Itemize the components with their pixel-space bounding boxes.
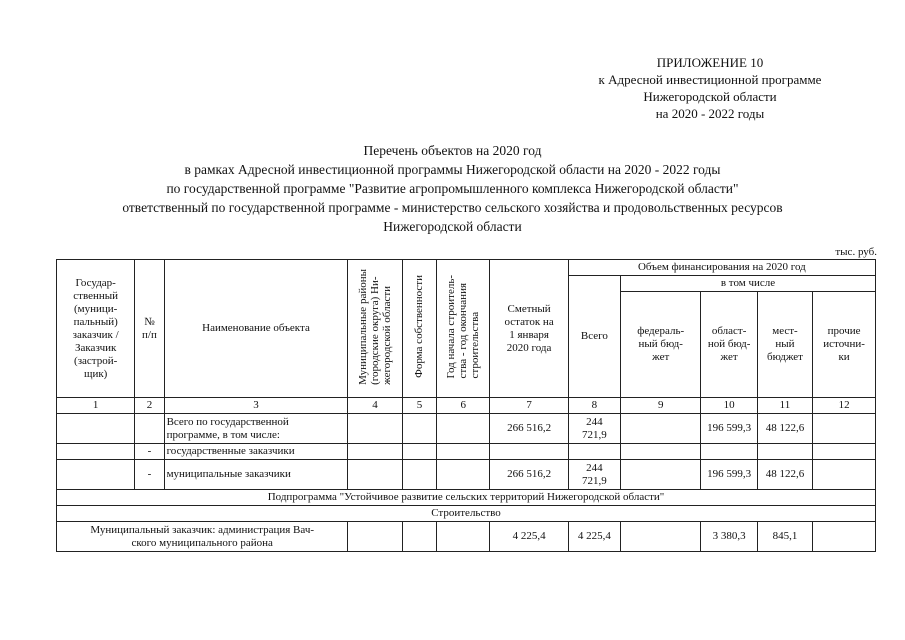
row-years-cell xyxy=(437,414,490,444)
row-years-cell xyxy=(437,444,490,460)
appendix-line-3: Нижегородской области xyxy=(643,89,777,104)
row-name-cell: государственные заказчики xyxy=(164,444,348,460)
table-row xyxy=(57,522,876,552)
header-estimate: Сметный остаток на 1 января 2020 года xyxy=(490,260,568,398)
row-other-cell xyxy=(813,414,876,444)
header-including: в том числе xyxy=(620,276,875,292)
title-line-3: по государственной программе "Развитие агропромышленного комплекса Нижегородской области" xyxy=(166,181,739,196)
row-local-cell: 48 122,6 xyxy=(757,414,812,444)
row-years-cell xyxy=(437,522,490,552)
objects-table xyxy=(56,259,876,552)
row-ownership-cell xyxy=(402,460,436,490)
header-regional: област- ной бюд- жет xyxy=(701,292,757,398)
row-regional-cell: 3 380,3 xyxy=(701,522,757,552)
row-ownership-cell xyxy=(402,444,436,460)
row-districts-cell xyxy=(348,444,402,460)
col-number: 5 xyxy=(402,398,436,414)
row-num-cell: - xyxy=(135,460,164,490)
row-other-cell xyxy=(813,522,876,552)
row-ownership-cell xyxy=(402,522,436,552)
col-number: 1 xyxy=(57,398,135,414)
row-customer-cell xyxy=(57,414,135,444)
row-districts-cell xyxy=(348,414,402,444)
title-line-4: ответственный по государственной программе - министерство сельского хозяйства и продовольственных ресурсов xyxy=(122,200,783,215)
row-districts-cell xyxy=(348,522,402,552)
col-number: 4 xyxy=(348,398,402,414)
col-number: 11 xyxy=(757,398,812,414)
header-other: прочие источни- ки xyxy=(813,292,876,398)
row-federal-cell xyxy=(620,414,700,444)
section-row: Строительство xyxy=(57,506,876,522)
row-num-cell xyxy=(135,414,164,444)
appendix-line-2: к Адресной инвестиционной программе xyxy=(598,72,822,87)
row-ownership-cell xyxy=(402,414,436,444)
subprogram-row: Подпрограмма "Устойчивое развитие сельских территорий Нижегородской области" xyxy=(57,490,876,506)
row-years-cell xyxy=(437,460,490,490)
row-total-cell xyxy=(568,444,620,460)
col-number: 8 xyxy=(568,398,620,414)
col-number: 12 xyxy=(813,398,876,414)
row-regional-cell xyxy=(701,444,757,460)
header-total: Всего xyxy=(568,276,620,398)
row-regional-cell: 196 599,3 xyxy=(701,414,757,444)
row-total-cell: 4 225,4 xyxy=(568,522,620,552)
row-regional-cell: 196 599,3 xyxy=(701,460,757,490)
row-estimate-cell: 266 516,2 xyxy=(490,460,568,490)
col-number: 7 xyxy=(490,398,568,414)
col-number: 9 xyxy=(620,398,700,414)
appendix-line-1: ПРИЛОЖЕНИЕ 10 xyxy=(656,55,764,70)
header-num: № п/п xyxy=(135,260,164,398)
title-line-2: в рамках Адресной инвестиционной программы Нижегородской области на 2020 - 2022 годы xyxy=(184,162,721,177)
appendix-line-4: на 2020 - 2022 годы xyxy=(655,106,765,121)
header-local: мест- ный бюджет xyxy=(757,292,812,398)
row-estimate-cell xyxy=(490,444,568,460)
customer-name-cell: Муниципальный заказчик: администрация Вач- ского муниципального района xyxy=(57,522,348,552)
row-federal-cell xyxy=(620,522,700,552)
row-num-cell: - xyxy=(135,444,164,460)
row-total-cell: 244 721,9 xyxy=(568,414,620,444)
header-name: Наименование объекта xyxy=(164,260,348,398)
row-customer-cell xyxy=(57,444,135,460)
row-name-cell: муниципальные заказчики xyxy=(164,460,348,490)
table-row xyxy=(57,444,876,460)
header-ownership: Форма собственности xyxy=(402,260,436,398)
col-number: 10 xyxy=(701,398,757,414)
row-local-cell xyxy=(757,444,812,460)
table-row xyxy=(57,414,876,444)
row-total-cell: 244 721,9 xyxy=(568,460,620,490)
col-number: 6 xyxy=(437,398,490,414)
title-line-1: Перечень объектов на 2020 год xyxy=(363,143,542,158)
row-federal-cell xyxy=(620,460,700,490)
row-federal-cell xyxy=(620,444,700,460)
row-local-cell: 845,1 xyxy=(757,522,812,552)
header-federal: федераль- ный бюд- жет xyxy=(620,292,700,398)
title-line-5: Нижегородской области xyxy=(383,219,522,234)
header-years: Год начала строитель- ства - год окончания строительства xyxy=(437,260,490,398)
column-number-row xyxy=(57,398,876,414)
col-number: 2 xyxy=(135,398,164,414)
row-customer-cell xyxy=(57,460,135,490)
col-number: 3 xyxy=(164,398,348,414)
header-funding-group: Объем финансирования на 2020 год xyxy=(568,260,875,276)
unit-label: тыс. руб. xyxy=(835,246,877,258)
header-customer: Государ- ственный (муници- пальный) заказчик / Заказчик (застрой- щик) xyxy=(57,260,135,398)
row-other-cell xyxy=(813,444,876,460)
table-row xyxy=(57,460,876,490)
row-estimate-cell: 4 225,4 xyxy=(490,522,568,552)
header-districts: Муниципальные районы (городские округа) Ни- жегородской области xyxy=(348,260,402,398)
row-districts-cell xyxy=(348,460,402,490)
row-other-cell xyxy=(813,460,876,490)
row-estimate-cell: 266 516,2 xyxy=(490,414,568,444)
row-name-cell: Всего по государственной программе, в том числе: xyxy=(164,414,348,444)
row-local-cell: 48 122,6 xyxy=(757,460,812,490)
